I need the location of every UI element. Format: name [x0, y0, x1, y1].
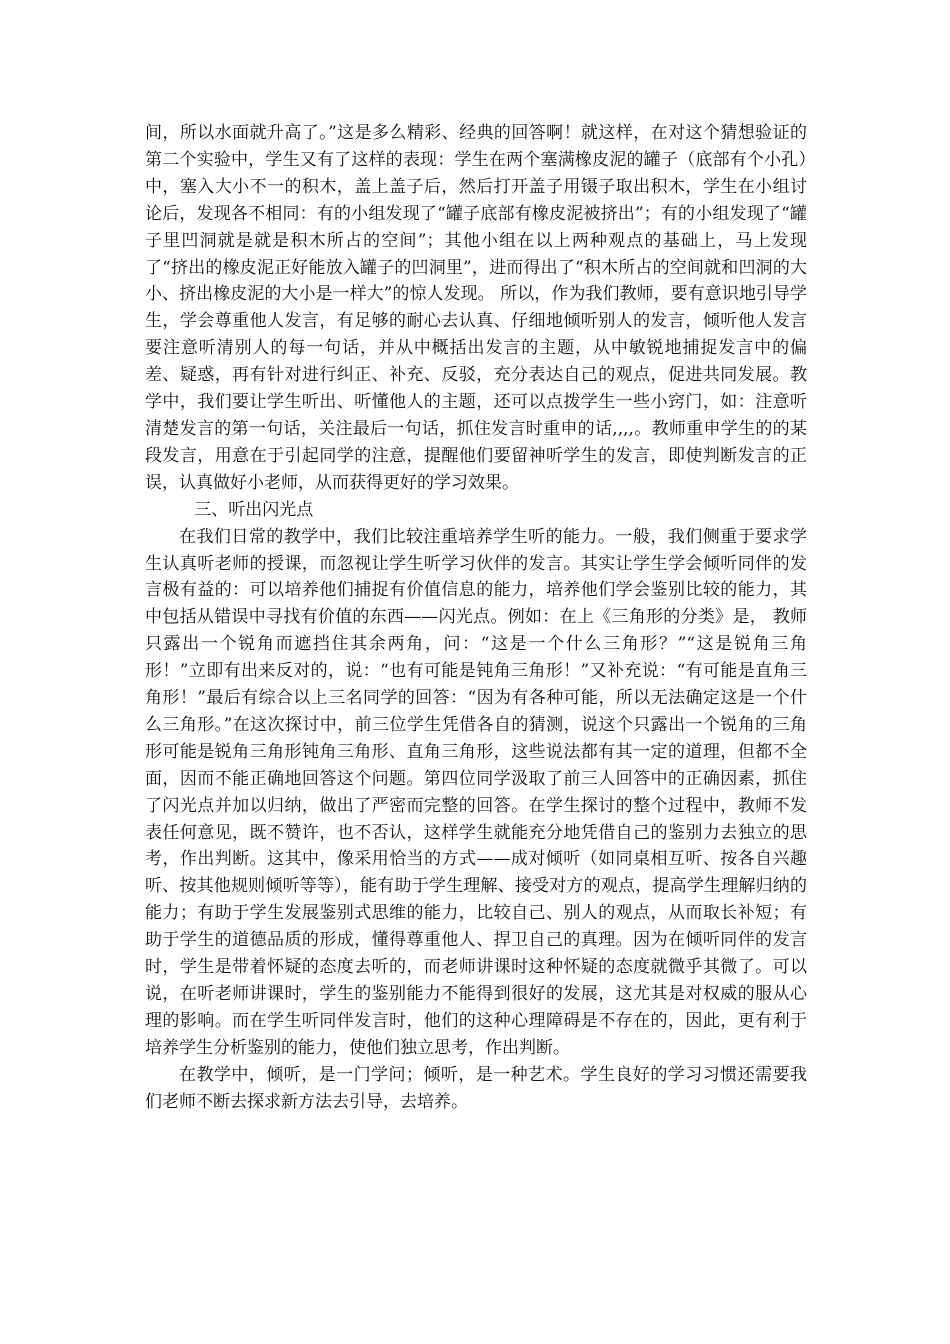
document-body — [145, 120, 807, 1116]
section-heading: 三、听出闪光点 — [194, 499, 314, 520]
paragraph-continuation: 间，所以水面就升高了。”这是多么精彩、经典的回答啊！就这样，在对这个猜想验证的第二个实验中，学生又有了这样的表现：学生在两个塞满橡皮泥的罐子（底部有个小孔）中，塞入大小不一的积木，盖上盖子后，然后打开盖子用镊子取出积木，学生在小组讨论后，发现各不相同：有的小组发现了“罐子底部有橡皮泥被挤出”；有的小组发现了“罐子里凹洞就是就是积木所占的空间”；其他小组在以上两种观点的基础上，马上发现了“挤出的橡皮泥正好能放入罐子的凹洞里”，进而得出了“积木所占的空间就和凹洞的大小、挤出橡皮泥的大小是一样大”的惊人发现。 所以，作为我们教师，要有意识地引导学生，学会尊重他人发言，有足够的耐心去认真、仔细地倾听别人的发言，倾听他人发言要注意听清别人的每一句话，并从中概括出发言的主题，从中敏锐地捕捉发言中的偏差、疑惑，再有针对进行纠正、补充、反驳，充分表达自己的观点，促进共同发展。教学中，我们要让学生听出、听懂他人的主题，还可以点拨学生一些小窍门，如：注意听清楚发言的第一句话，关注最后一句话，抓住发言时重申的话,,,,。教师重申学生的的某段发言，用意在于引起同学的注意，提醒他们要留神听学生的发言，即使判断发言的正误，认真做好小老师，从而获得更好的学习效果。 — [145, 123, 807, 493]
paragraph-conclusion: 在教学中，倾听，是一门学问；倾听，是一种艺术。学生良好的学习习惯还需要我们老师不断去探求新方法去引导，去培养。 — [145, 1064, 807, 1112]
paragraph-listening-highlights: 在我们日常的教学中，我们比较注重培养学生听的能力。一般，我们侧重于要求学生认真听老师的授课，而忽视让学生听学习伙伴的发言。其实让学生学会倾听同伴的发言极有益的：可以培养他们捕捉有价值信息的能力，培养他们学会鉴别比较的能力，其中包括从错误中寻找有价值的东西——闪光点。例如：在上《三角形的分类》是， 教师只露出一个锐角而遮挡住其余两角，问：“这是一个什么三角形？”“这是锐角三角形！”立即有出来反对的，说：“也有可能是钝角三角形！”又补充说：“有可能是直角三角形！”最后有综合以上三名同学的回答：“因为有各种可能，所以无法确定这是一个什么三角形。”在这次探讨中，前三位学生凭借各自的猜测，说这个只露出一个锐角的三角形可能是锐角三角形钝角三角形、直角三角形，这些说法都有其一定的道理，但都不全面，因而不能正确地回答这个问题。第四位同学汲取了前三人回答中的正确因素，抓住了闪光点并加以归纳，做出了严密而完整的回答。在学生探讨的整个过程中，教师不发表任何意见，既不赞许，也不否认，这样学生就能充分地凭借自己的鉴别力去独立的思考，作出判断。这其中，像采用恰当的方式——成对倾听（如同桌相互听、按各自兴趣听、按其他规则倾听等等），能有助于学生理解、接受对方的观点，提高学生理解归纳的能力；有助于学生发展鉴别式思维的能力，比较自己、别人的观点，从而取长补短；有助于学生的道德品质的形成，懂得尊重他人、捍卫自己的真理。因为在倾听同伴的发言时，学生是带着怀疑的态度去听的，而老师讲课时这种怀疑的态度就微乎其微了。可以说，在听老师讲课时，学生的鉴别能力不能得到很好的发展，这尤其是对权威的服从心理的影响。而在学生听同伴发言时，他们的这种心理障碍是不存在的，因此，更有利于培养学生分析鉴别的能力，使他们独立思考，作出判断。 — [145, 526, 807, 1058]
